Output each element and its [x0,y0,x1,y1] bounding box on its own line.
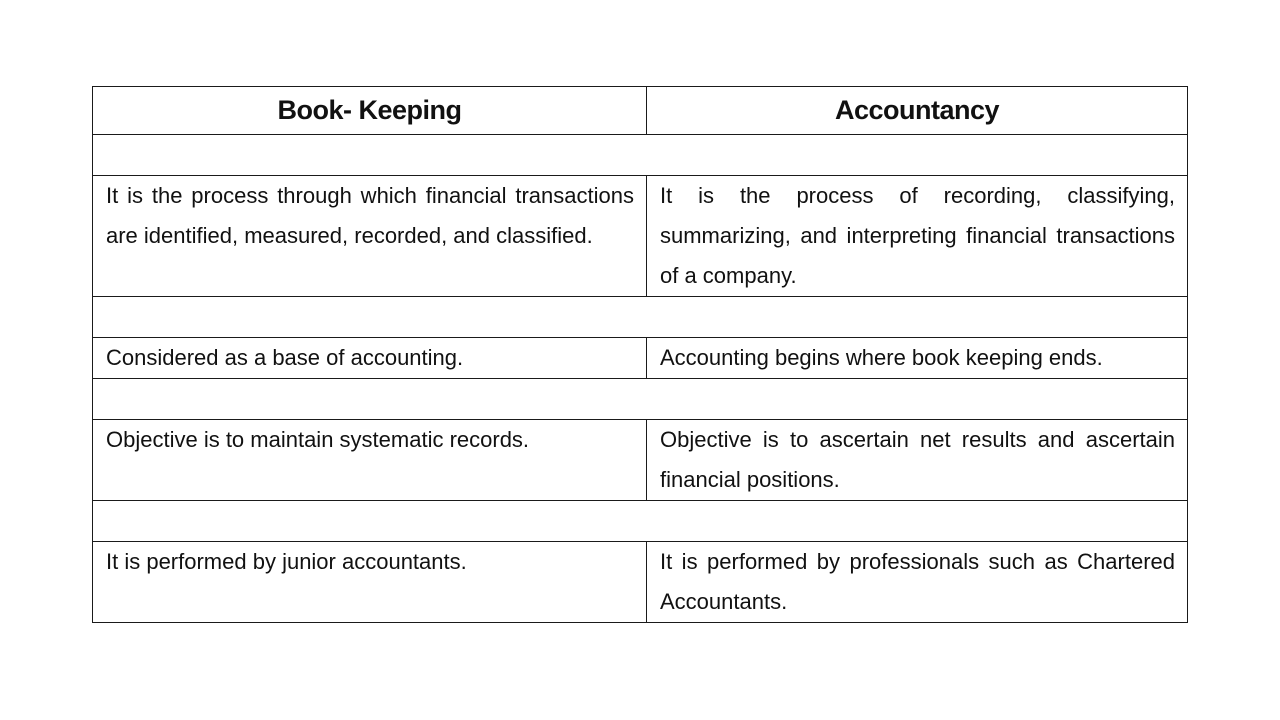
spacer-row [93,297,1188,338]
accountancy-cell: Accounting begins where book keeping ends. [647,338,1188,379]
header-book-keeping: Book- Keeping [93,87,647,135]
table-row [93,542,1188,623]
comparison-table [92,86,1188,623]
table-row [93,420,1188,501]
header-row [93,87,1188,135]
header-accountancy: Accountancy [647,87,1188,135]
book-keeping-cell: It is performed by junior accountants. [93,542,647,623]
spacer-row [93,379,1188,420]
spacer-row [93,135,1188,176]
table-row [93,176,1188,297]
book-keeping-cell: Considered as a base of accounting. [93,338,647,379]
accountancy-cell: It is performed by professionals such as Chartered Accountants. [647,542,1188,623]
accountancy-cell: Objective is to ascertain net results and ascertain financial positions. [647,420,1188,501]
accountancy-cell: It is the process of recording, classifying, summarizing, and interpreting financial transactions of a company. [647,176,1188,297]
table-row [93,338,1188,379]
book-keeping-cell: Objective is to maintain systematic records. [93,420,647,501]
spacer-row [93,501,1188,542]
book-keeping-cell: It is the process through which financial transactions are identified, measured, recorded, and classified. [93,176,647,297]
